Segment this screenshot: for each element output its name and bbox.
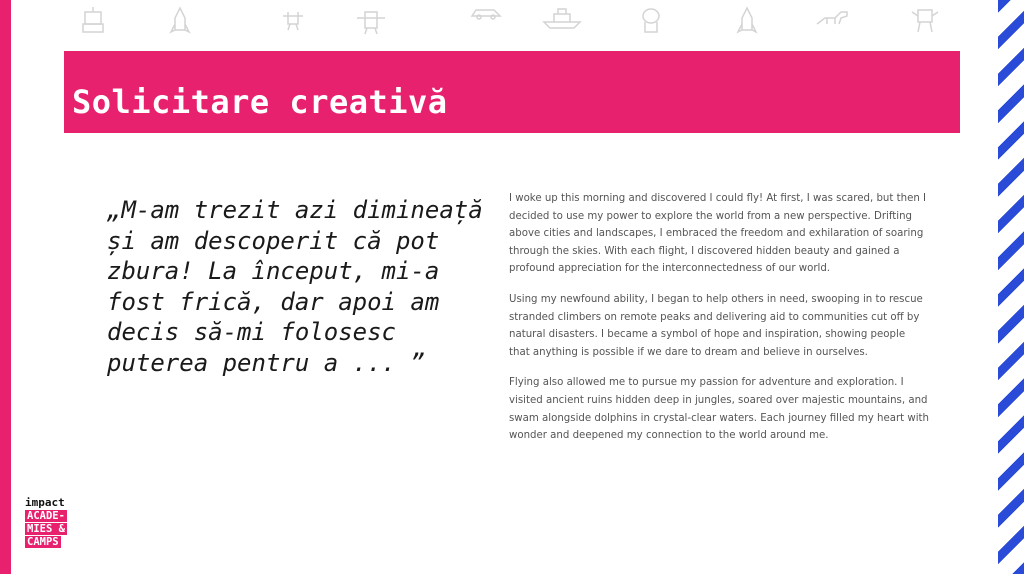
spaceship-icon: [540, 6, 584, 32]
logo-line: CAMPS: [27, 536, 59, 548]
robot-icon: [80, 6, 106, 36]
title-banner: [64, 51, 960, 133]
logo-line: MIES &: [27, 523, 65, 535]
car-icon: [470, 6, 502, 20]
doodle-decoration-row: [70, 6, 950, 42]
logo-word: impact: [25, 496, 65, 509]
logo-line: ACADE-: [27, 510, 65, 522]
rocket-icon: [735, 6, 759, 38]
story-paragraph: Flying also allowed me to pursue my passion for adventure and exploration. I visited ancient ruins hidden deep in jungles, soared over majestic mountains, and swam alongside dolphins in crystal-clear waters. Each journey filled my heart with wonder and deepened my connection to the world around me.: [509, 377, 929, 442]
robot-icon: [910, 6, 940, 36]
impact-academies-logo: [25, 496, 85, 548]
rocket-icon: [168, 6, 192, 38]
story-paragraph: Using my newfound ability, I began to help others in need, swooping in to rescue stranded climbers on remote peaks and delivering aid to communities cut off by natural disasters. I became a symbol of hope and inspiration, showing people that anything is possible if we dare to dream and believe in ourselves.: [509, 293, 923, 358]
prompt-quote: „M-am trezit azi dimineață și am descoperit că pot zbura! La început, mi-a fost frică, dar apoi am decis să-mi folosesc puterea pentru a ... ”: [107, 196, 483, 377]
alien-icon: [640, 6, 662, 34]
left-accent-bar: [0, 0, 11, 574]
story-paragraph: I woke up this morning and discovered I could fly! At first, I was scared, but then I decided to use my power to explore the world from a new perspective. Drifting above cities and landscapes, I embraced the freedom and exhilaration of soaring through the skies. With each flight, I discovered hidden beauty and gained a profound appreciation for the interconnectedness of our world.: [509, 193, 927, 275]
alien-icon: [280, 6, 306, 32]
slide-title: Solicitare creativă: [72, 83, 448, 121]
story-example: [509, 190, 929, 458]
dinosaur-icon: [815, 6, 849, 28]
right-striped-border: [998, 0, 1024, 574]
alien-icon: [355, 6, 387, 36]
